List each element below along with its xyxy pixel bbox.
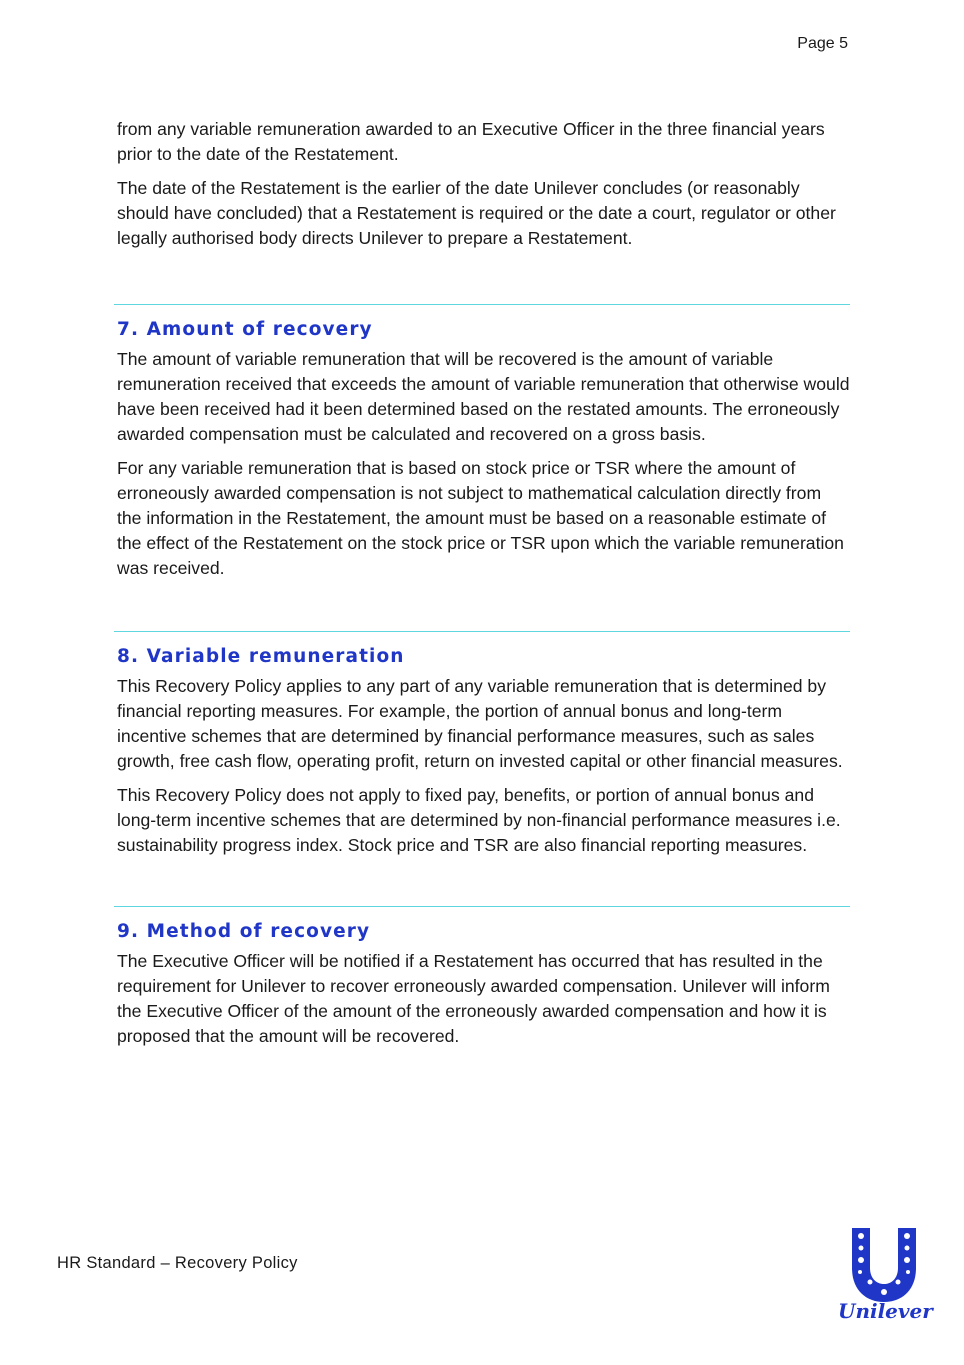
page-number: Page 5 [797,35,848,52]
section-heading: 9. Method of recovery [117,921,371,942]
section-heading: 8. Variable remuneration [117,646,405,667]
section-paragraph: The amount of variable remuneration that will be recovered is the amount of variable remuneration received that exceeds the amount of variable remuneration that otherwise would have been received had it been determined based on the restated amounts. The erroneously awarded compensation must be calculated and recovered on a gross basis. [117,349,850,444]
section-amount-of-recovery [114,304,850,581]
section-paragraph: This Recovery Policy applies to any part of any variable remuneration that is determined by financial reporting measures. For example, the portion of annual bonus and long-term incentive schemes that are determined by financial performance measures, such as sales growth, free cash flow, operating profit, return on invested capital or other financial measures. [117,676,843,771]
footer-document-title: HR Standard – Recovery Policy [57,1254,298,1272]
section-paragraph: For any variable remuneration that is based on stock price or TSR where the amount of erroneously awarded compensation is not subject to mathematical calculation directly from the information in the Restatement, the amount must be based on a reasonable estimate of the effect of the Restatement on the stock price or TSR upon which the variable remuneration was received. [117,458,844,578]
logo-wordmark: Unilever [838,1299,933,1323]
intro-paragraph-2: The date of the Restatement is the earlier of the date Unilever concludes (or reasonably should have concluded) that a Restatement is required or the date a court, regulator or other legally authorised body directs Unilever to prepare a Restatement. [117,178,836,248]
section-variable-remuneration [114,631,850,858]
document-body [117,117,850,1058]
intro-block [117,117,850,251]
intro-paragraph-1: from any variable remuneration awarded to an Executive Officer in the three financial years prior to the date of the Restatement. [117,119,825,164]
section-heading: 7. Amount of recovery [117,319,373,340]
section-method-of-recovery [114,906,850,1049]
section-paragraph: The Executive Officer will be notified if a Restatement has occurred that has resulted in the requirement for Unilever to recover erroneously awarded compensation. Unilever will inform the Executive Officer of the amount of the erroneously awarded compensation and how it is proposed that the amount will be recovered. [117,951,830,1046]
section-paragraph: This Recovery Policy does not apply to fixed pay, benefits, or portion of annual bonus and long-term incentive schemes that are determined by non-financial performance measures i.e. sustainability progress index. Stock price and TSR are also financial reporting measures. [117,785,841,855]
